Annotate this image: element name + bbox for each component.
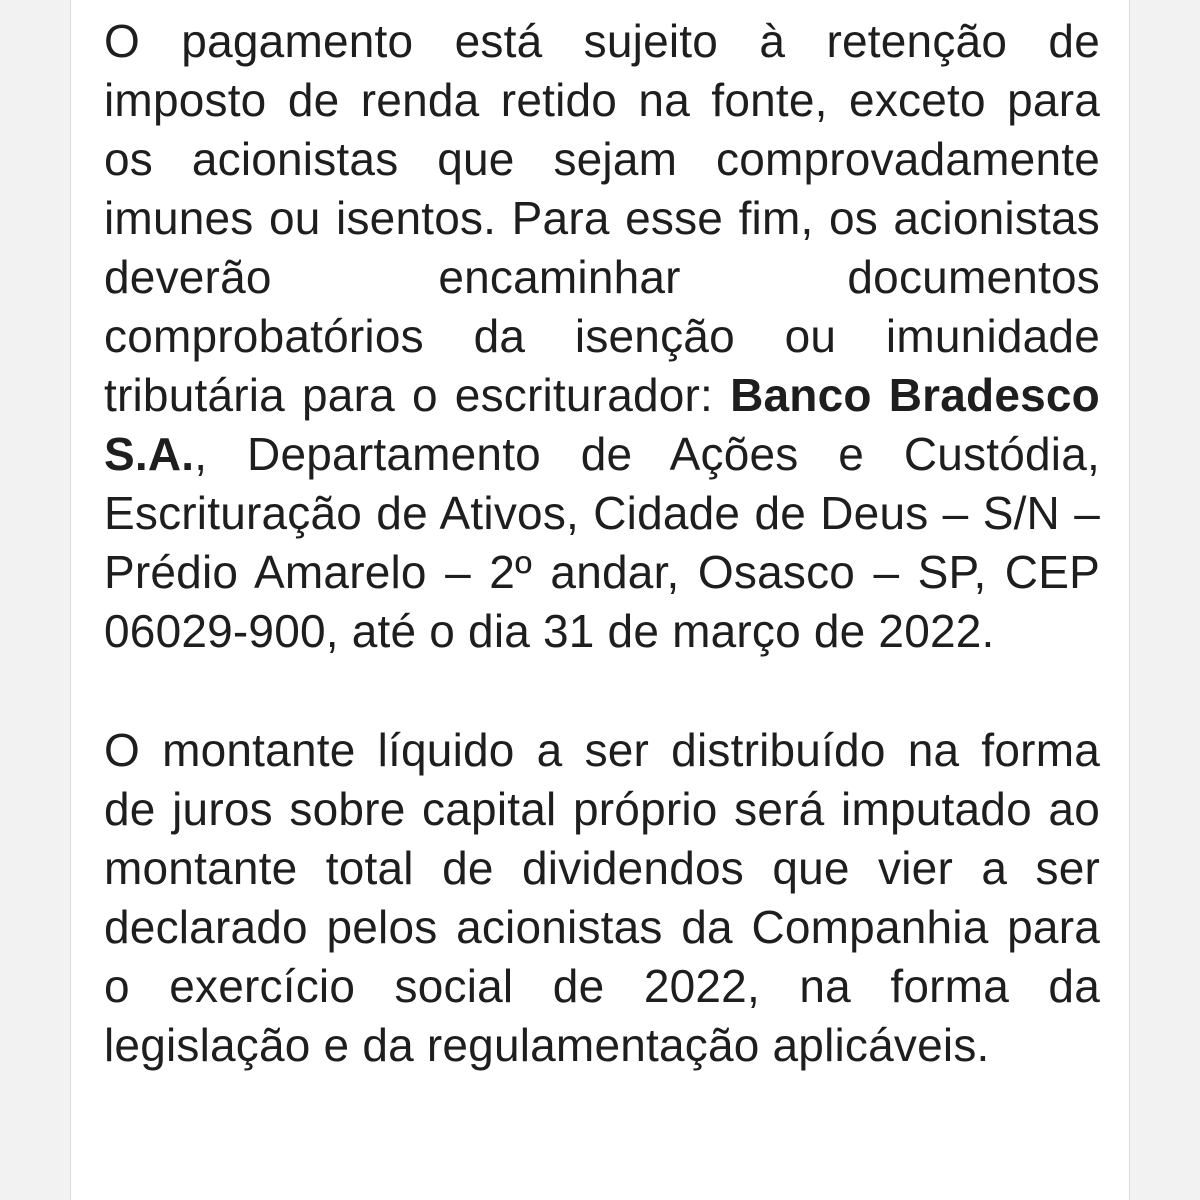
document-page (70, 0, 1130, 1200)
paragraph-net-amount (104, 721, 1100, 1075)
paragraph-net-amount-text: O montante líquido a ser distribuído na forma de juros sobre capital próprio será imputado ao montante total de dividendos que vier a ser declarado pelos acionistas da Companhia para o exercício social de 2022, na forma da legislação e da regulamentação aplicáveis. (104, 724, 1100, 1071)
paragraph-tax-withholding (104, 12, 1100, 661)
paragraph-tax-withholding-text-start: O pagamento está sujeito à retenção de imposto de renda retido na fonte, exceto para os acionistas que sejam comprovadamente imunes ou isentos. Para esse fim, os acionistas deverão encaminhar documentos comprobatórios da isenção ou imunidade tributária para o escriturador: (104, 15, 1100, 421)
paragraph-tax-withholding-text-end: , Departamento de Ações e Custódia, Escrituração de Ativos, Cidade de Deus – S/N – Prédio Amarelo – 2º andar, Osasco – SP, CEP 06029-900, até o dia 31 de março de 2022. (104, 428, 1100, 657)
document-body (104, 12, 1100, 1075)
registrar-name: Banco Bradesco S.A. (104, 369, 1100, 480)
